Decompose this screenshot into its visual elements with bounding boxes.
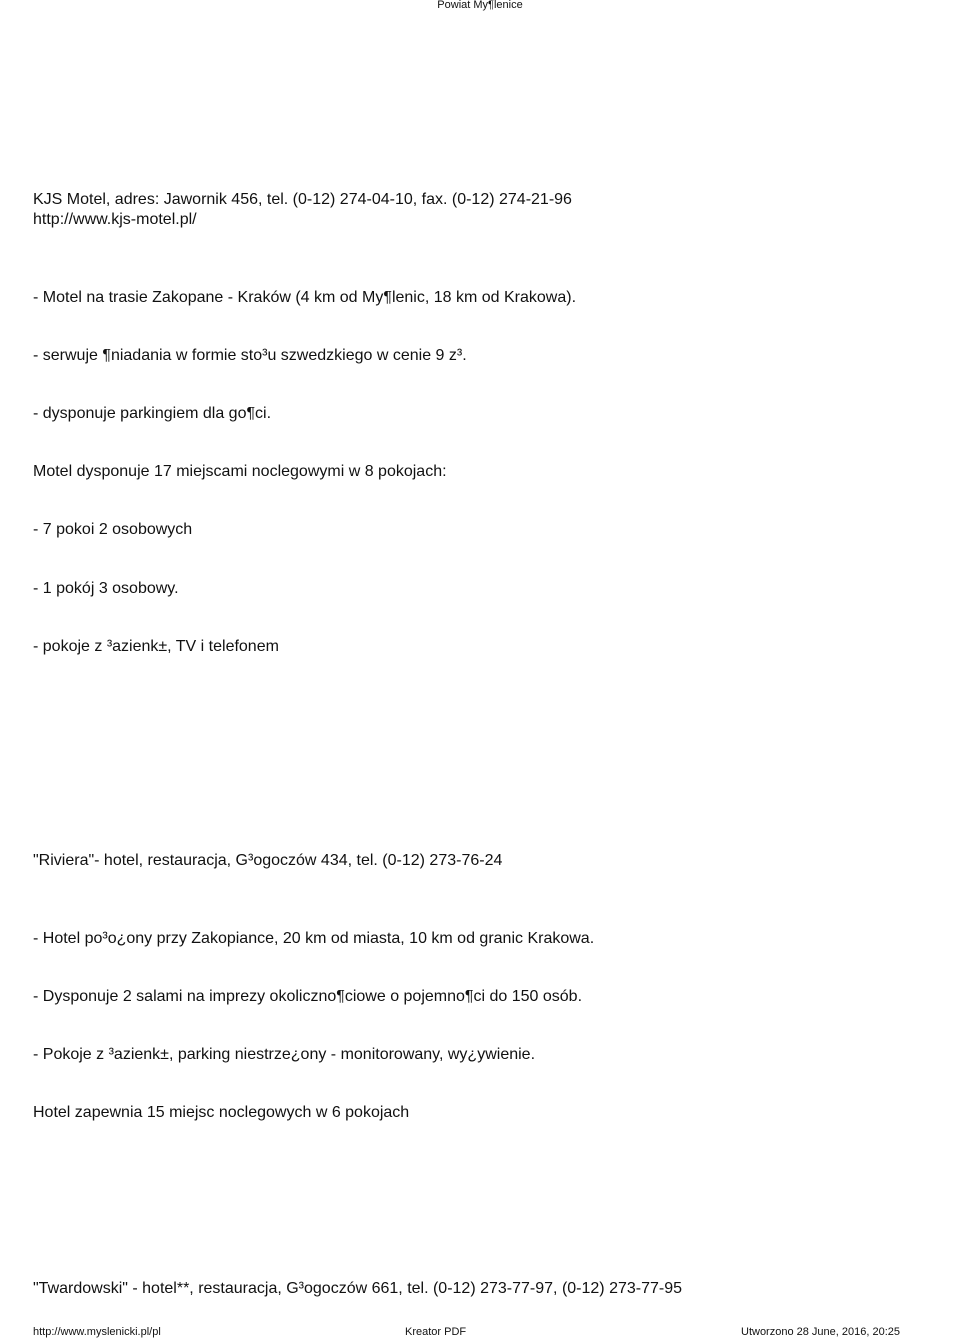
page-header-title: Powiat My¶lenice [437,0,523,11]
kjs-capacity: Motel dysponuje 17 miejscami noclegowymi w 8 pokojach: [33,463,447,480]
kjs-bullet-location: - Motel na trasie Zakopane - Kraków (4 km od My¶lenic, 18 km od Krakowa). [33,289,577,306]
kjs-room-double: - 7 pokoi 2 osobowych [33,521,193,538]
page-footer [0,1326,960,1338]
twardowski-title-line: "Twardowski" - hotel**, restauracja, G³ogoczów 661, tel. (0-12) 273-77-97, (0-12) 273-77-95 [33,1280,683,1297]
riviera-capacity: Hotel zapewnia 15 miejsc noclegowych w 6 pokojach [33,1104,410,1121]
kjs-bullet-parking: - dysponuje parkingiem dla go¶ci. [33,405,272,422]
kjs-bullet-breakfast: - serwuje ¶niadania w formie sto³u szwedzkiego w cenie 9 z³. [33,347,467,364]
riviera-bullet-rooms: - Pokoje z ³azienk±, parking niestrze¿ony - monitorowany, wy¿ywienie. [33,1046,536,1063]
kjs-website-link[interactable]: http://www.kjs-motel.pl/ [33,211,197,228]
riviera-bullet-location: - Hotel po³o¿ony przy Zakopiance, 20 km od miasta, 10 km od granic Krakowa. [33,930,595,947]
footer-generator: Kreator PDF [405,1326,467,1338]
kjs-room-amenities: - pokoje z ³azienk±, TV i telefonem [33,638,279,655]
riviera-title-line: "Riviera"- hotel, restauracja, G³ogoczów 434, tel. (0-12) 273-76-24 [33,852,503,869]
footer-created-date: Utworzono 28 June, 2016, 20:25 [741,1326,901,1338]
footer-url-link[interactable]: http://www.myslenicki.pl/pl [33,1326,161,1338]
riviera-bullet-halls: - Dysponuje 2 salami na imprezy okoliczno¶ciowe o pojemno¶ci do 150 osób. [33,988,583,1005]
kjs-address-line: KJS Motel, adres: Jawornik 456, tel. (0-12) 274-04-10, fax. (0-12) 274-21-96 [33,191,572,208]
kjs-room-triple: - 1 pokój 3 osobowy. [33,580,179,597]
